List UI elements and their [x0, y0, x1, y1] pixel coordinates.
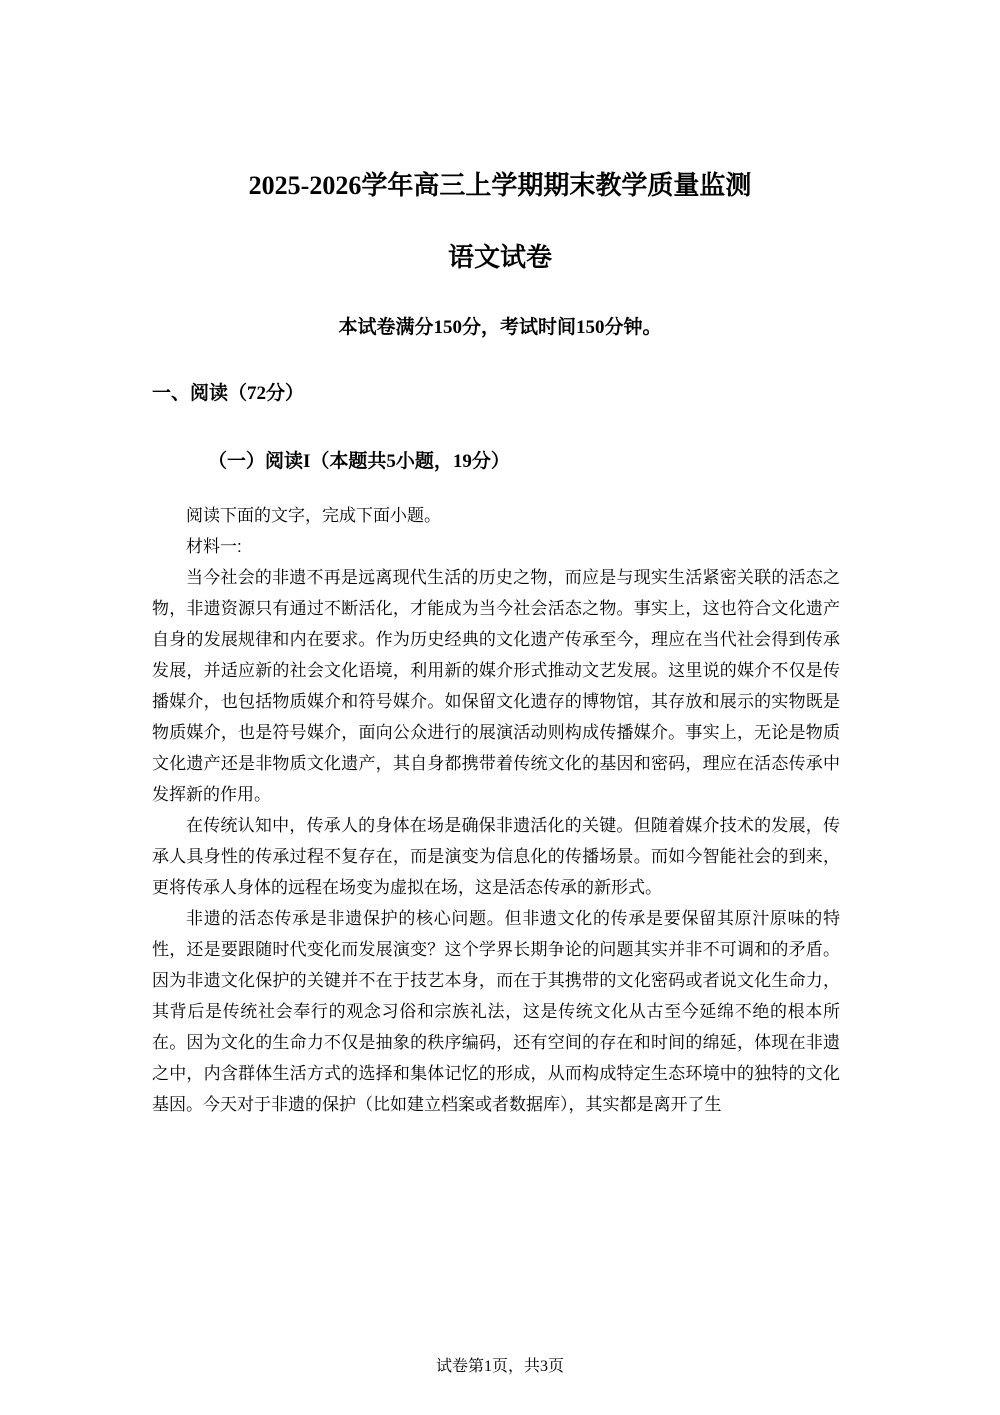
reading-passage [152, 500, 840, 1120]
exam-subject: 语文试卷 [447, 243, 552, 272]
section-heading: 一、阅读（72分） [152, 383, 305, 404]
instruction-text: 阅读下面的文字，完成下面小题。 [186, 506, 441, 525]
subsection-heading: （一）阅读I（本题共5小题，19分） [208, 451, 510, 472]
passage-paragraph-1: 当今社会的非遗不再是远离现代生活的历史之物，而应是与现实生活紧密关联的活态之物，非遗资源只有通过不断活化，才能成为当今社会活态之物。事实上，这也符合文化遗产自身的发展规律和内在要求。作为历史经典的文化遗产传承至今，理应在当代社会得到传承发展，并适应新的社会文化语境，利用新的媒介形式推动文艺发展。这里说的媒介不仅是传播媒介，也包括物质媒介和符号媒介。如保留文化遗存的博物馆，其存放和展示的实物既是物质媒介，也是符号媒介，面向公众进行的展演活动则构成传播媒介。事实上，无论是物质文化遗产还是非物质文化遗产，其自身都携带着传统文化的基因和密码，理应在活态传承中发挥新的作用。 [152, 568, 840, 804]
page-footer: 试卷第1页，共3页 [435, 1358, 564, 1375]
exam-title: 2025-2026学年高三上学期期末教学质量监测 [248, 171, 752, 200]
passage-paragraph-2: 在传统认知中，传承人的身体在场是确保非遗活化的关键。但随着媒介技术的发展，传承人具身性的传承过程不复存在，而是演变为信息化的传播场景。而如今智能社会的到来，更将传承人身体的远程在场变为虚拟在场，这是活态传承的新形式。 [152, 816, 840, 897]
material-label: 材料一: [186, 537, 242, 556]
passage-paragraph-3: 非遗的活态传承是非遗保护的核心问题。但非遗文化的传承是要保留其原汁原味的特性，还是要跟随时代变化而发展演变？这个学界长期争论的问题其实并非不可调和的矛盾。因为非遗文化保护的关键并不在于技艺本身，而在于其携带的文化密码或者说文化生命力，其背后是传统社会奉行的观念习俗和宗族礼法，这是传统文化从古至今延绵不绝的根本所在。因为文化的生命力不仅是抽象的秩序编码，还有空间的存在和时间的绵延，体现在非遗之中，内含群体生活方式的选择和集体记忆的形成，从而构成特定生态环境中的独特的文化基因。今天对于非遗的保护（比如建立档案或者数据库），其实都是离开了生 [152, 909, 840, 1114]
exam-note: 本试卷满分150分，考试时间150分钟。 [338, 317, 662, 338]
